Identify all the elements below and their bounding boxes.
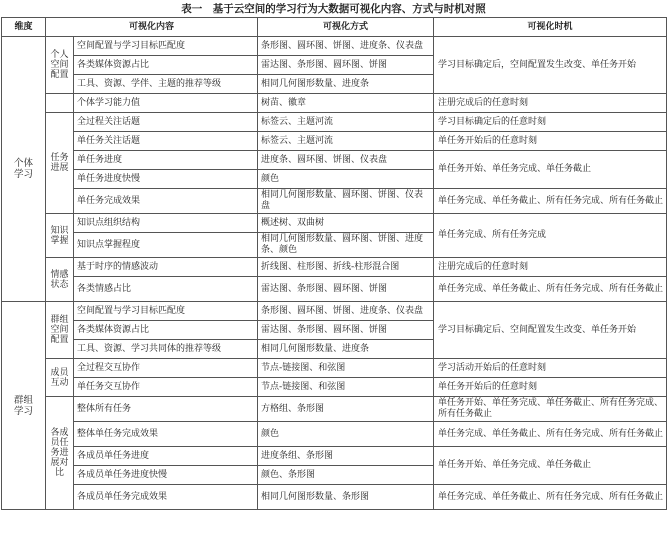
table-row (2, 422, 667, 447)
content-cell: 基于时序的情感波动 (74, 258, 258, 277)
method-cell: 相同几何图形数量、圆环图、饼图、仪表盘 (258, 189, 434, 214)
table-row (2, 359, 667, 378)
content-cell: 单任务交互协作 (74, 378, 258, 397)
method-cell: 概述树、双曲树 (258, 214, 434, 233)
table-row (2, 378, 667, 397)
timing-cell: 单任务开始、单任务完成、单任务截止 (434, 151, 667, 189)
table-row (2, 132, 667, 151)
subgroup-label: 群组 空间 配置 (46, 302, 74, 359)
method-cell: 相同几何图形数量、条形图 (258, 485, 434, 510)
table-title: 表一 基于云空间的学习行为大数据可视化内容、方式与时机对照 (181, 3, 486, 15)
timing-cell: 单任务开始后的任意时刻 (434, 378, 667, 397)
method-cell: 相同几何图形数量、进度条 (258, 75, 434, 94)
header-timing: 可视化时机 (434, 18, 667, 37)
content-cell: 整体单任务完成效果 (74, 422, 258, 447)
method-cell: 标签云、主题河流 (258, 113, 434, 132)
content-cell: 各成员单任务进度快慢 (74, 466, 258, 485)
method-cell: 方格组、条形图 (258, 397, 434, 422)
timing-cell: 学习目标确定后、空间配置发生改变、单任务开始 (434, 302, 667, 359)
content-cell: 知识点组织结构 (74, 214, 258, 233)
subgroup-label: 任务 进展 (46, 113, 74, 214)
subgroup-label: 各成 员任 务进 展对 比 (46, 397, 74, 510)
timing-cell: 单任务完成、单任务截止、所有任务完成、所有任务截止 (434, 277, 667, 302)
timing-cell: 学习活动开始后的任意时刻 (434, 359, 667, 378)
content-cell: 单任务进度快慢 (74, 170, 258, 189)
table-row (2, 447, 667, 466)
subgroup-label: 成员 互动 (46, 359, 74, 397)
content-cell: 个体学习能力值 (74, 94, 258, 113)
timing-cell: 单任务完成、单任务截止、所有任务完成、所有任务截止 (434, 422, 667, 447)
content-cell: 各类媒体资源占比 (74, 56, 258, 75)
method-cell: 相同几何图形数量、进度条 (258, 340, 434, 359)
content-cell: 空间配置与学习目标匹配度 (74, 37, 258, 56)
method-cell: 节点-链接图、和弦图 (258, 359, 434, 378)
table-row (2, 258, 667, 277)
content-cell: 全过程关注话题 (74, 113, 258, 132)
group-label: 群组 学习 (2, 302, 46, 510)
content-cell: 整体所有任务 (74, 397, 258, 422)
table-row (2, 113, 667, 132)
timing-cell: 学习目标确定后，空间配置发生改变、单任务开始 (434, 37, 667, 94)
method-cell: 条形图、圆环图、饼图、进度条、仪表盘 (258, 302, 434, 321)
subgroup-label: 个人 空间 配置 (46, 37, 74, 94)
timing-cell: 注册完成后的任意时刻 (434, 258, 667, 277)
content-cell: 各类情感占比 (74, 277, 258, 302)
method-cell: 雷达图、条形图、圆环图、饼图 (258, 56, 434, 75)
content-cell: 单任务进度 (74, 151, 258, 170)
method-cell: 节点-链接图、和弦图 (258, 378, 434, 397)
method-cell: 颜色、条形图 (258, 466, 434, 485)
table-row (2, 397, 667, 422)
table-row (2, 94, 667, 113)
content-cell: 空间配置与学习目标匹配度 (74, 302, 258, 321)
method-cell: 进度条、圆环图、饼图、仪表盘 (258, 151, 434, 170)
method-cell: 标签云、主题河流 (258, 132, 434, 151)
subgroup-label: 知识 掌握 (46, 214, 74, 258)
table-row (2, 214, 667, 233)
method-cell: 雷达图、条形图、圆环图、饼图 (258, 277, 434, 302)
method-cell: 颜色 (258, 170, 434, 189)
timing-cell: 注册完成后的任意时刻 (434, 94, 667, 113)
content-cell: 工具、资源、学伴、主题的推荐等级 (74, 75, 258, 94)
table-row (2, 37, 667, 56)
table-row (2, 189, 667, 214)
table-row (2, 302, 667, 321)
content-cell: 单任务关注话题 (74, 132, 258, 151)
timing-cell: 单任务完成、所有任务完成 (434, 214, 667, 258)
timing-cell: 单任务完成、单任务截止、所有任务完成、所有任务截止 (434, 485, 667, 510)
header-dimension: 维度 (2, 18, 46, 37)
method-cell: 进度条组、条形图 (258, 447, 434, 466)
content-cell: 全过程交互协作 (74, 359, 258, 378)
header-content: 可视化内容 (46, 18, 258, 37)
header-method: 可视化方式 (258, 18, 434, 37)
content-cell: 各成员单任务完成效果 (74, 485, 258, 510)
content-cell: 单任务完成效果 (74, 189, 258, 214)
visualization-table (1, 17, 667, 510)
method-cell: 树苗、徽章 (258, 94, 434, 113)
method-cell: 条形图、圆环图、饼图、进度条、仪表盘 (258, 37, 434, 56)
table-row (2, 277, 667, 302)
content-cell: 各类媒体资源占比 (74, 321, 258, 340)
table-row (2, 151, 667, 170)
timing-cell: 单任务开始、单任务完成、单任务截止、所有任务完成、所有任务截止 (434, 397, 667, 422)
content-cell: 工具、资源、学习共同体的推荐等级 (74, 340, 258, 359)
content-cell: 各成员单任务进度 (74, 447, 258, 466)
subgroup-label: 情感 状态 (46, 258, 74, 302)
timing-cell: 学习目标确定后的任意时刻 (434, 113, 667, 132)
content-cell: 知识点掌握程度 (74, 233, 258, 258)
timing-cell: 单任务开始、单任务完成、单任务截止 (434, 447, 667, 485)
method-cell: 雷达图、条形图、圆环图、饼图 (258, 321, 434, 340)
method-cell: 折线图、柱形图、折线-柱形混合图 (258, 258, 434, 277)
group-label: 个体 学习 (2, 37, 46, 302)
method-cell: 颜色 (258, 422, 434, 447)
method-cell: 相同几何图形数量、圆环图、饼图、进度条、颜色 (258, 233, 434, 258)
table-row (2, 485, 667, 510)
header-row (2, 18, 667, 37)
timing-cell: 单任务开始后的任意时刻 (434, 132, 667, 151)
timing-cell: 单任务完成、单任务截止、所有任务完成、所有任务截止 (434, 189, 667, 214)
